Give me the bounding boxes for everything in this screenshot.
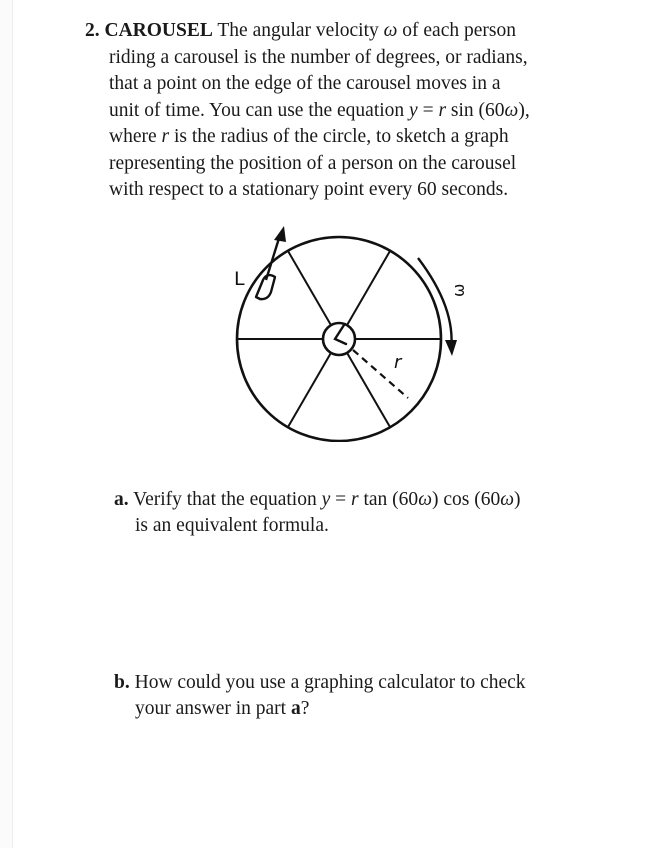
part-b: [114, 670, 634, 722]
problem-statement: [85, 18, 625, 204]
problem-line-2: riding a carousel is the number of degrees, or radians,: [109, 46, 528, 68]
part-a-label: a.: [114, 489, 129, 510]
omega-label: ω: [449, 283, 468, 297]
rider-label: L: [234, 268, 245, 290]
carousel-diagram: [222, 222, 482, 442]
problem-line-5: where r is the radius of the circle, to sketch a graph: [109, 126, 509, 147]
part-b-text-3: ?: [300, 698, 310, 719]
problem-number: 2.: [85, 20, 100, 41]
problem-line-7: with respect to a stationary point every 60 seconds.: [109, 179, 509, 200]
part-b-ref: a: [290, 698, 301, 719]
problem-line-1: [85, 18, 625, 45]
part-a-line-1: [114, 487, 634, 513]
part-b-text-1: How could you use a graphing calculator to check: [134, 672, 526, 693]
problem-title: CAROUSEL: [104, 20, 213, 41]
rider-arrow-head-icon: [274, 226, 286, 242]
carousel-hub: [323, 323, 355, 355]
carousel-svg: [222, 222, 482, 442]
part-a: [114, 487, 634, 539]
radius-label: r: [394, 352, 402, 373]
problem-line-4: unit of time. You can use the equation y = r sin (60ω),: [109, 99, 530, 121]
part-b-text-2: your answer in part: [135, 698, 291, 719]
part-b-line-1: [114, 670, 634, 696]
problem-text: The angular velocity ω of each person: [217, 20, 516, 41]
part-b-label: b.: [114, 672, 130, 693]
part-a-line-2: is an equivalent formula.: [135, 515, 329, 536]
part-a-text-1: Verify that the equation y = r tan (60ω) cos (60ω): [133, 489, 521, 510]
problem-line-6: representing the position of a person on the carousel: [109, 152, 517, 174]
problem-line-3: that a point on the edge of the carousel moves in a: [109, 73, 501, 94]
part-b-line-2: [114, 696, 634, 722]
rotation-arrow-head-icon: [445, 340, 457, 356]
